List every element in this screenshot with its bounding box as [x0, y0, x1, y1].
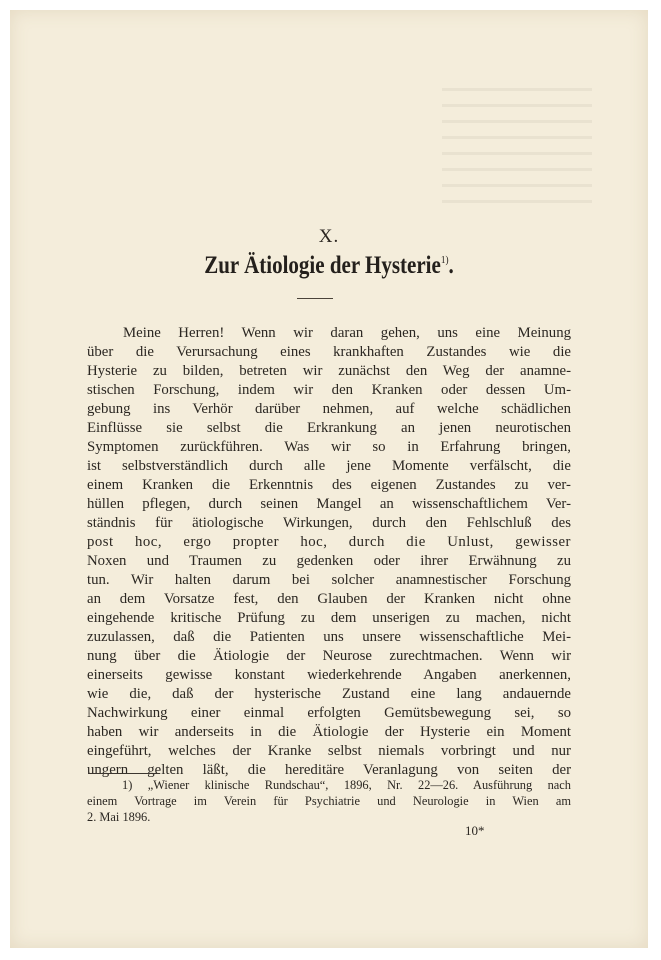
- book-page: [10, 10, 648, 948]
- body-line: Symptomen zurückführen. Was wir so in Erfahrung bringen,: [87, 439, 571, 455]
- body-line: eingeführt, welches der Kranke selbst niemals vorbringt und nur: [87, 743, 571, 759]
- body-line: einerseits gewisse konstant wiederkehrende Angaben anerkennen,: [87, 667, 571, 683]
- body-line: ungern gelten läßt, die hereditäre Veranlagung von seiten der: [87, 762, 571, 778]
- body-line: gebung ins Verhör darüber nehmen, auf welche schädlichen: [87, 401, 571, 417]
- body-line: wie die, daß der hysterische Zustand eine lang andauernde: [87, 686, 571, 702]
- title-divider: [297, 298, 333, 299]
- title-footnote-marker: 1): [440, 254, 449, 266]
- body-line: an dem Vorsatze fest, den Glauben der Kranken nicht ohne: [87, 591, 571, 607]
- body-line: Einflüsse sie selbst die Erkrankung an jenen neurotischen: [87, 420, 571, 436]
- footnote-line: einem Vortrage im Verein für Psychiatrie und Neurologie in Wien am: [87, 794, 571, 808]
- body-line: Meine Herren! Wenn wir daran gehen, uns eine Meinung: [123, 325, 571, 341]
- body-line: einem Kranken die Erkenntnis des eigenen Zustandes zu ver-: [87, 477, 571, 493]
- footnote-line: 1) „Wiener klinische Rundschau“, 1896, Nr. 22—26. Ausführung nach: [122, 778, 571, 792]
- body-line: haben wir anderseits in die Ätiologie der Hysterie ein Moment: [87, 724, 571, 740]
- show-through-text: [442, 88, 592, 218]
- body-line: ständnis für ätiologische Wirkungen, durch den Fehlschluß des: [87, 515, 571, 531]
- body-line: stischen Forschung, indem wir den Kranken oder dessen Um-: [87, 382, 571, 398]
- chapter-title: Zur Ätiologie der Hysterie$^{1)}$.: [204, 252, 454, 279]
- body-line: tun. Wir halten darum bei solcher anamnestischer Forschung: [87, 572, 571, 588]
- body-line: Nachwirkung einer einmal erfolgten Gemütsbewegung sei, so: [87, 705, 571, 721]
- chapter-number: X.: [318, 226, 340, 247]
- body-line: über die Verursachung eines krankhaften Zustandes wie die: [87, 344, 571, 360]
- body-line: ist selbstverständlich durch alle jene Momente verfälscht, die: [87, 458, 571, 474]
- body-line: Hysterie zu bilden, betreten wir zunächst den Weg der anamne-: [87, 363, 571, 379]
- body-line: Noxen und Traumen zu gedenken oder ihrer Erwähnung zu: [87, 553, 571, 569]
- body-line: eingehende kritische Prüfung zu dem unserigen zu machen, nicht: [87, 610, 571, 626]
- chapter-title-text: Zur Ätiologie der Hysterie: [204, 252, 441, 279]
- body-line: post hoc, ergo propter hoc, durch die Unlust, gewisser: [87, 534, 571, 550]
- body-line: nung über die Ätiologie der Neurose zurechtmachen. Wenn wir: [87, 648, 571, 664]
- footnote-line: 2. Mai 1896.: [87, 810, 151, 824]
- body-line: zuzulassen, daß die Patienten uns unsere wissenschaftliche Mei-: [87, 629, 571, 645]
- footnote-divider: [88, 773, 160, 774]
- body-line: hüllen pflegen, durch seinen Mangel an wissenschaftlichem Ver-: [87, 496, 571, 512]
- signature-mark: 10*: [465, 823, 485, 838]
